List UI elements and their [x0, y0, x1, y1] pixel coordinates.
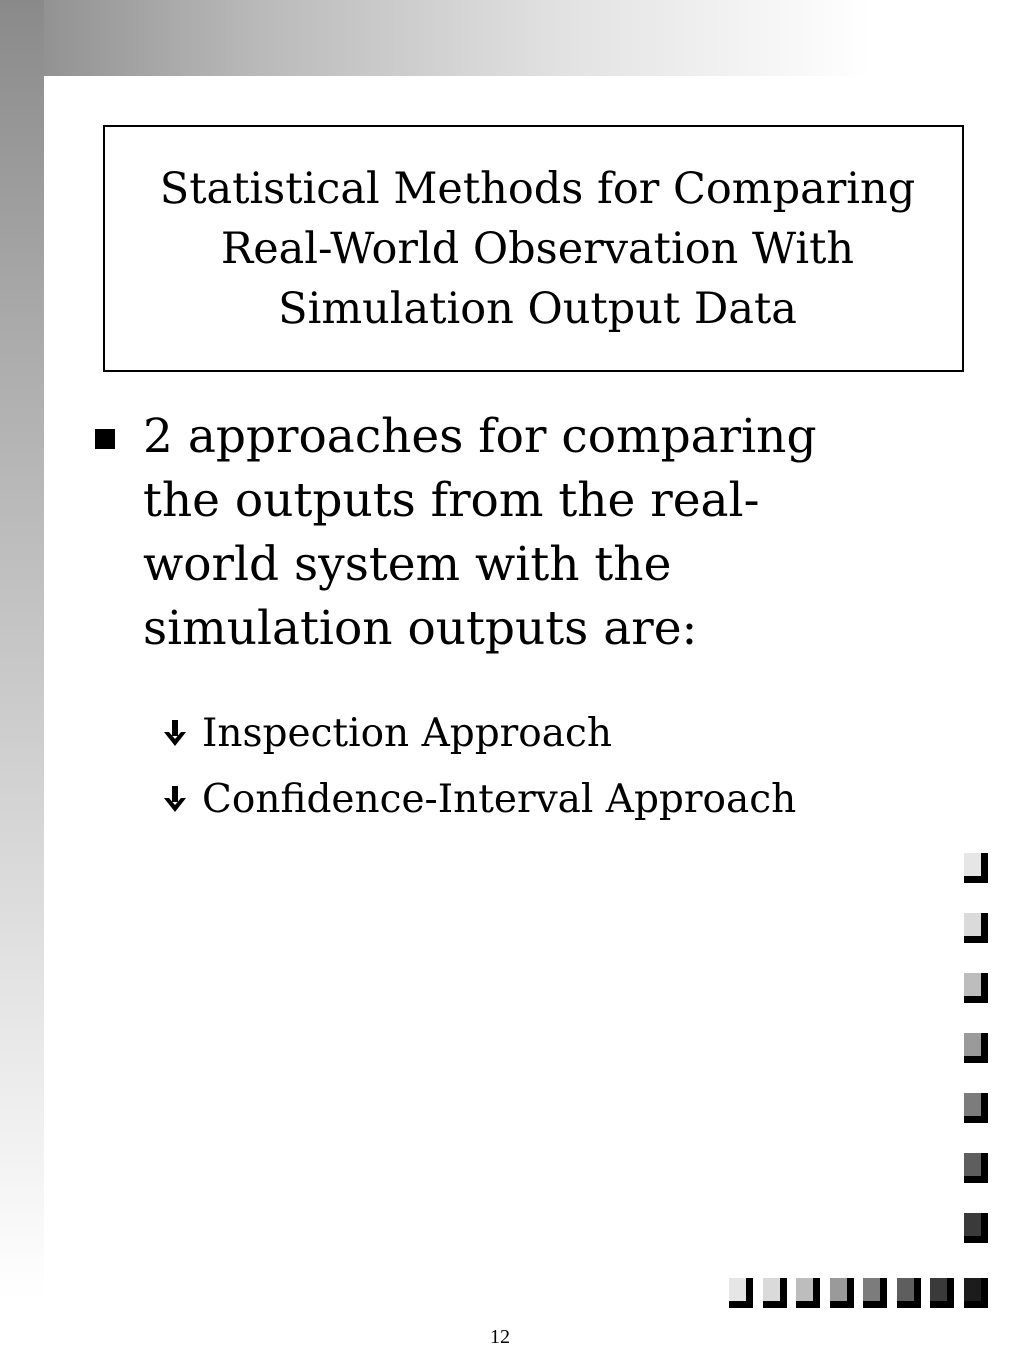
main-bullet-line: the outputs from the real-	[143, 473, 760, 528]
decorative-square	[729, 1278, 753, 1308]
main-bullet-text	[143, 405, 817, 661]
decorative-square	[930, 1278, 954, 1308]
decorative-square	[964, 1093, 988, 1123]
square-bullet-icon	[95, 429, 115, 449]
sub-bullet-text: Inspection Approach	[202, 710, 612, 756]
decorative-square	[964, 1213, 988, 1243]
decorative-square	[964, 973, 988, 1003]
arrow-down-icon	[162, 784, 188, 814]
main-bullet-line: world system with the	[143, 537, 672, 592]
sub-bullet-confidence-interval	[162, 774, 796, 824]
decorative-square	[964, 853, 988, 883]
page-number: 12	[490, 1326, 510, 1348]
decorative-square	[830, 1278, 854, 1308]
decorative-square	[964, 913, 988, 943]
background-gradient-top	[0, 0, 1024, 76]
sub-bullet-text: Confidence-Interval Approach	[202, 776, 797, 822]
decorative-square	[964, 1153, 988, 1183]
main-bullet-line: 2 approaches for comparing	[143, 409, 817, 464]
decorative-square	[763, 1278, 787, 1308]
arrow-down-icon	[162, 718, 188, 748]
slide-title-line: Real-World Observation With	[220, 223, 855, 274]
decorative-square	[964, 1278, 988, 1308]
main-bullet-line: simulation outputs are:	[143, 601, 698, 656]
sub-bullet-inspection	[162, 708, 612, 758]
slide-title-line: Statistical Methods for Comparing	[159, 163, 916, 214]
background-gradient-left	[0, 0, 44, 1300]
decorative-square	[863, 1278, 887, 1308]
decorative-square	[796, 1278, 820, 1308]
decorative-square	[897, 1278, 921, 1308]
slide-title-line: Simulation Output Data	[278, 283, 797, 334]
slide-title-box	[103, 125, 964, 372]
decorative-square	[964, 1033, 988, 1063]
